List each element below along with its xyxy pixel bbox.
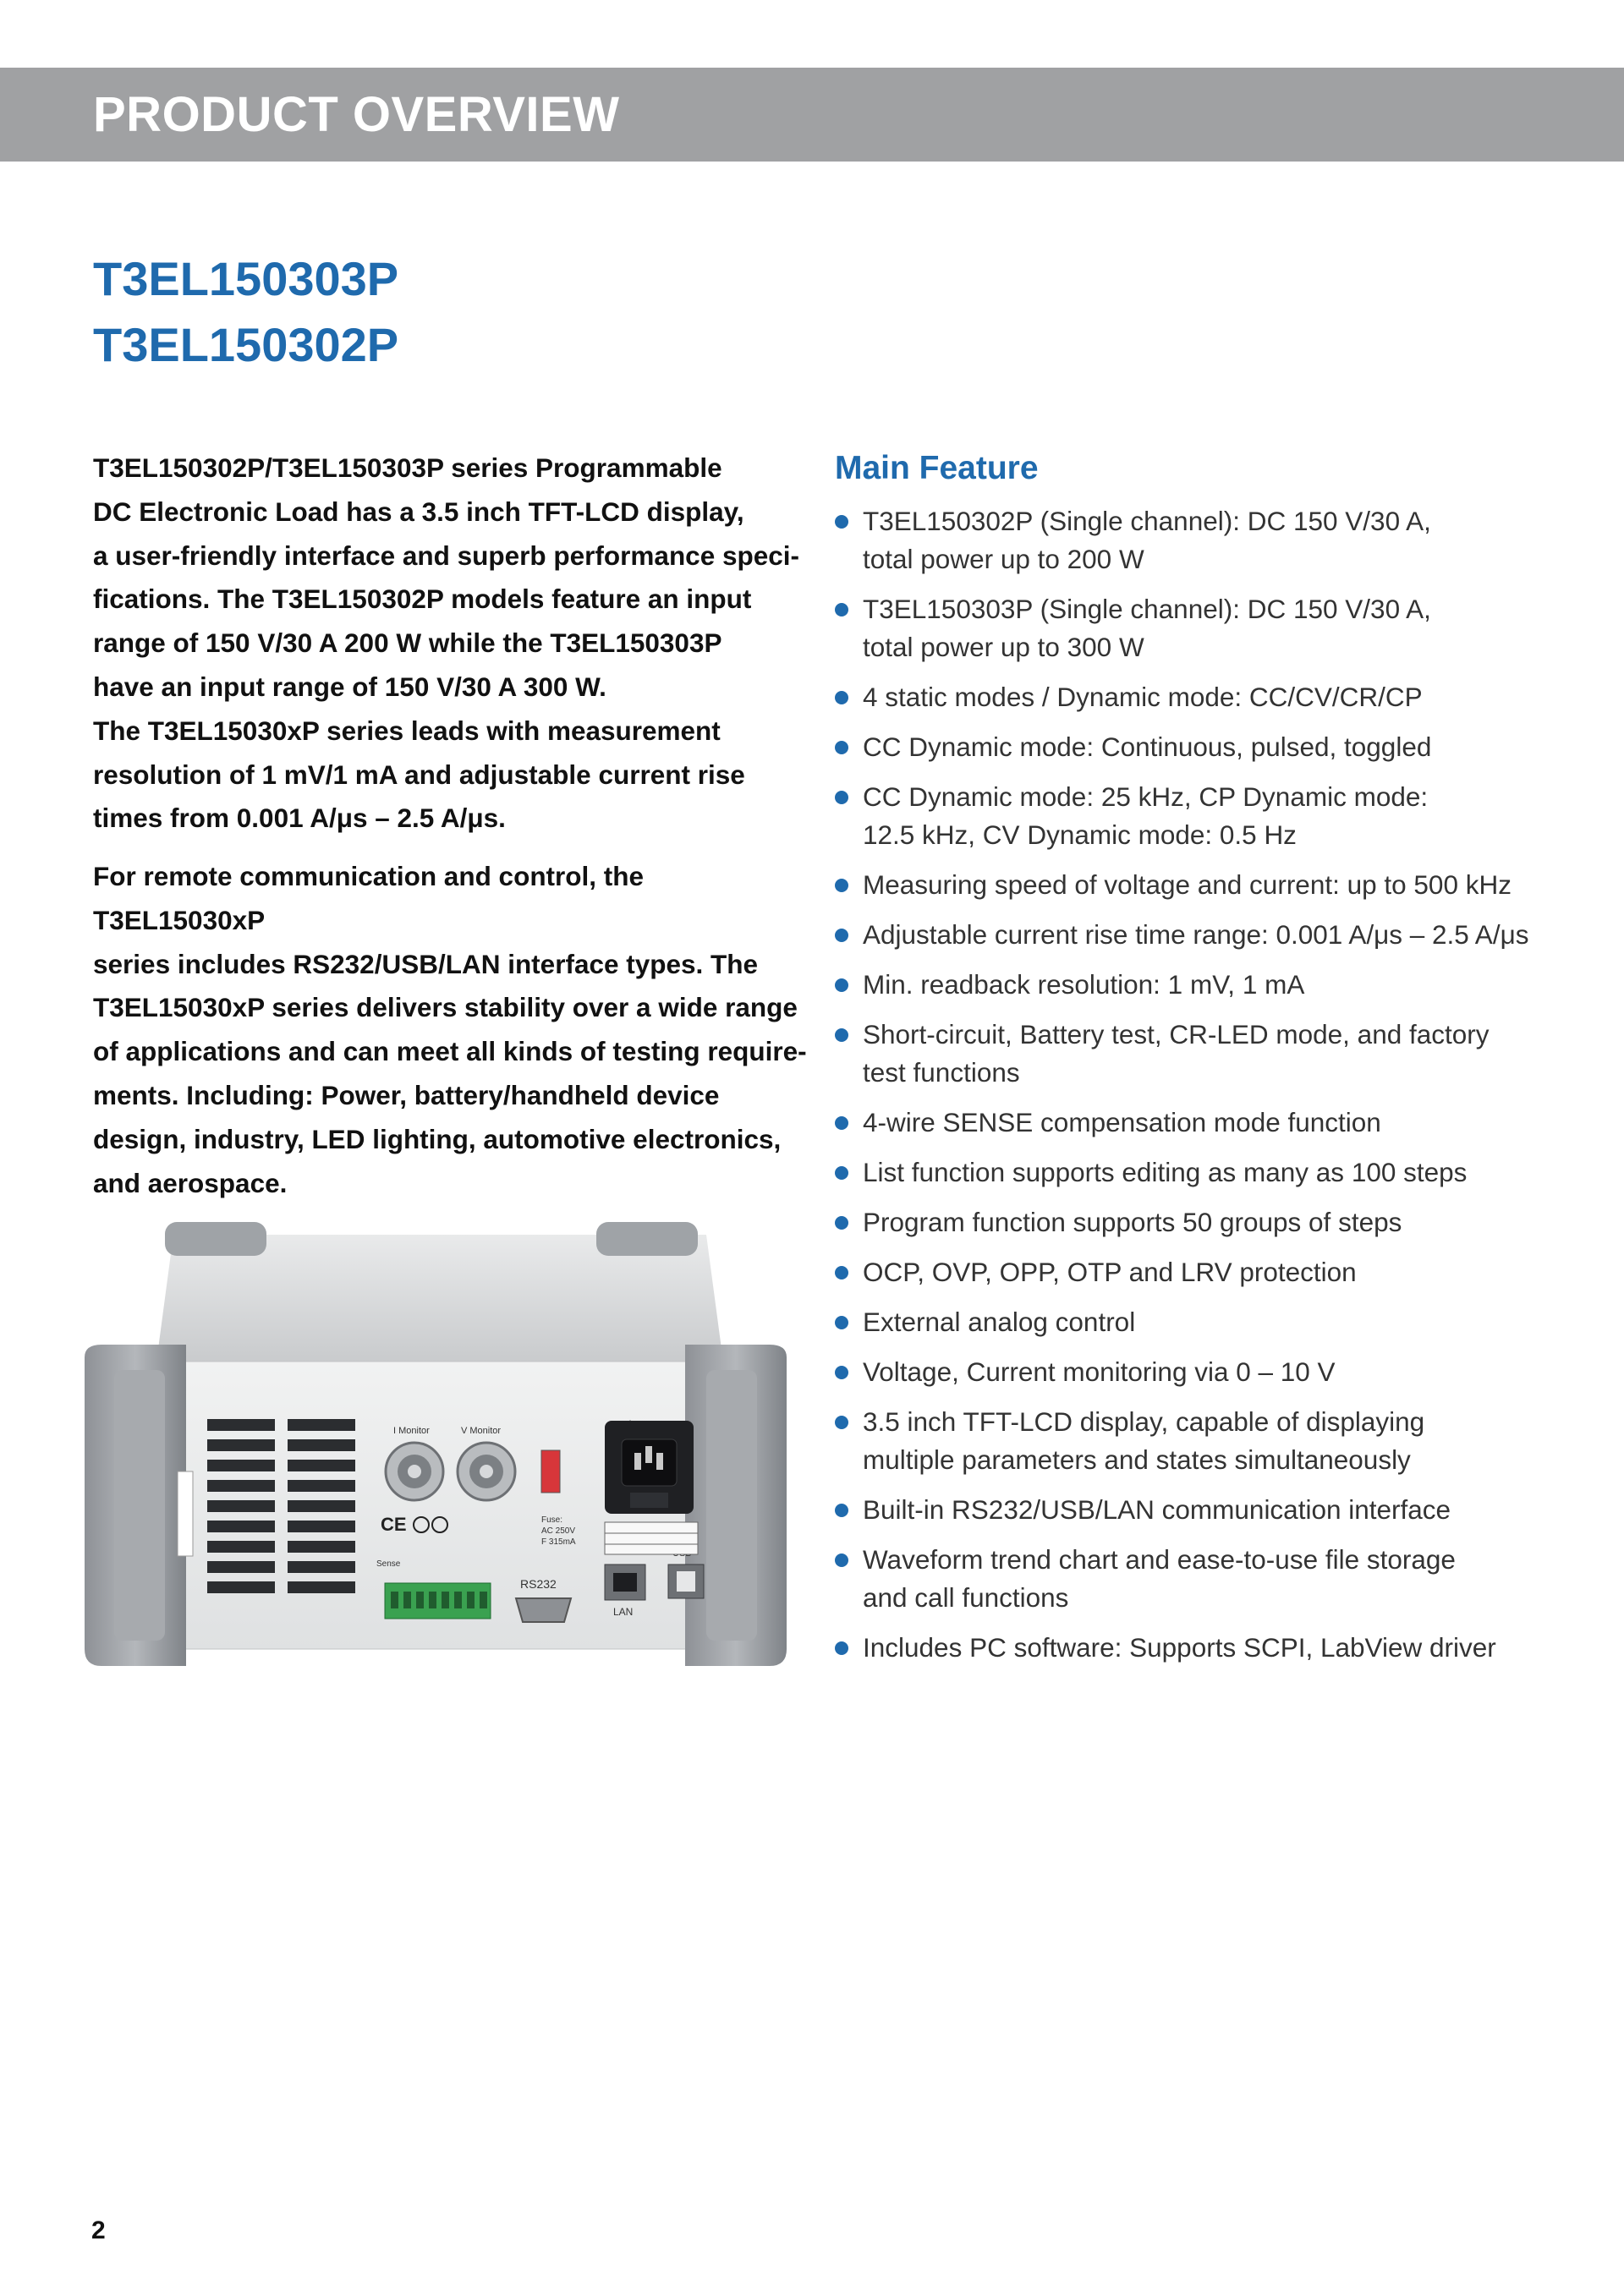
- intro-paragraph-1-line: T3EL150302P/T3EL150303P series Programmable: [93, 452, 722, 483]
- intro-paragraph-1-line: DC Electronic Load has a 3.5 inch TFT-LCD display,: [93, 496, 744, 527]
- page-header-title: PRODUCT OVERVIEW: [93, 87, 620, 142]
- feature-item-text: 3.5 inch TFT-LCD display, capable of displaying: [863, 1406, 1425, 1437]
- page-number: 2: [91, 2217, 106, 2244]
- feature-item: [835, 1253, 1579, 1291]
- feature-item-text: Waveform trend chart and ease-to-use file storage: [863, 1544, 1456, 1575]
- bullet-dot-icon: [835, 1316, 848, 1329]
- bullet-dot-icon: [835, 791, 848, 804]
- label-v-monitor: V Monitor: [461, 1426, 502, 1436]
- bullet-dot-icon: [835, 603, 848, 616]
- feature-item: [835, 1104, 1579, 1142]
- feature-item: [835, 1541, 1579, 1617]
- feature-item-text: 4-wire SENSE compensation mode function: [863, 1107, 1381, 1137]
- rs232-port: [516, 1598, 571, 1622]
- bullet-dot-icon: [835, 1416, 848, 1429]
- feature-item: [835, 502, 1579, 578]
- feature-item-text: CC Dynamic mode: Continuous, pulsed, toggled: [863, 732, 1432, 762]
- intro-paragraph-2-line: and aerospace.: [93, 1167, 288, 1198]
- feature-item-text: 12.5 kHz, CV Dynamic mode: 0.5 Hz: [863, 819, 1297, 850]
- feature-item-text: and call functions: [863, 1582, 1069, 1613]
- feature-item-text: CC Dynamic mode: 25 kHz, CP Dynamic mode:: [863, 781, 1429, 812]
- feature-item-text: total power up to 200 W: [863, 544, 1144, 574]
- feature-item: [835, 866, 1579, 904]
- intro-paragraph-1-line: fications. The T3EL150302P models feature an input: [93, 584, 752, 615]
- main-feature-heading: Main Feature: [835, 450, 1039, 486]
- label-lan: LAN: [613, 1606, 634, 1618]
- label-fuse-rating-1: AC 250V: [541, 1526, 576, 1536]
- feature-item: [835, 916, 1579, 954]
- bullet-dot-icon: [835, 691, 848, 704]
- feature-item-text: Includes PC software: Supports SCPI, LabView driver: [863, 1632, 1496, 1663]
- bullet-dot-icon: [835, 978, 848, 992]
- bullet-dot-icon: [835, 1116, 848, 1130]
- bullet-dot-icon: [835, 741, 848, 754]
- feature-item-text: Measuring speed of voltage and current: up to 500 kHz: [863, 869, 1512, 900]
- bullet-dot-icon: [835, 929, 848, 942]
- feature-item-text: Program function supports 50 groups of steps: [863, 1207, 1402, 1237]
- svg-text:CE: CE: [381, 1514, 407, 1535]
- feature-item-text: External analog control: [863, 1307, 1136, 1337]
- feature-item: [835, 1491, 1579, 1529]
- main-feature-list: [835, 502, 1579, 1679]
- bullet-dot-icon: [835, 1504, 848, 1517]
- model-title-2: T3EL150302P: [93, 318, 399, 371]
- intro-paragraph-1: [93, 447, 812, 841]
- label-fuse-rating-2: F 315mA: [541, 1537, 576, 1547]
- feature-item-text: Built-in RS232/USB/LAN communication interface: [863, 1494, 1451, 1525]
- label-fuse: Fuse:: [541, 1515, 563, 1525]
- bullet-dot-icon: [835, 515, 848, 529]
- power-switch: [541, 1450, 560, 1493]
- intro-paragraph-2-line: T3EL15030xP series delivers stability over a wide range: [93, 992, 798, 1023]
- feature-item: [835, 728, 1579, 766]
- bullet-dot-icon: [835, 1166, 848, 1180]
- feature-item-text: OCP, OVP, OPP, OTP and LRV protection: [863, 1257, 1357, 1287]
- bumper-back-right: [596, 1222, 698, 1256]
- bullet-dot-icon: [835, 879, 848, 892]
- feature-item-text: multiple parameters and states simultaneously: [863, 1444, 1411, 1475]
- intro-paragraph-1-line: range of 150 V/30 A 200 W while the T3EL150303P: [93, 627, 722, 659]
- intro-paragraph-1-line: have an input range of 150 V/30 A 300 W.: [93, 671, 606, 702]
- bullet-dot-icon: [835, 1553, 848, 1567]
- intro-paragraph-2-line: For remote communication and control, the T3EL15030xP: [93, 861, 645, 935]
- bullet-dot-icon: [835, 1641, 848, 1655]
- terminal-block: [385, 1583, 491, 1619]
- bullet-dot-icon: [835, 1266, 848, 1280]
- intro-paragraph-2-line: ments. Including: Power, battery/handheld device: [93, 1079, 720, 1110]
- feature-item: [835, 590, 1579, 666]
- intro-paragraph-1-line: a user-friendly interface and superb performance speci-: [93, 540, 800, 571]
- feature-item: [835, 1016, 1579, 1092]
- feature-item: [835, 1303, 1579, 1341]
- intro-paragraph-2-line: of applications and can meet all kinds of testing require-: [93, 1036, 807, 1067]
- feature-item: [835, 778, 1579, 854]
- feature-item: [835, 1203, 1579, 1241]
- product-rear-panel-image: [80, 1218, 791, 1679]
- feature-item-text: Adjustable current rise time range: 0.001 A/μs – 2.5 A/μs: [863, 919, 1529, 950]
- feature-item: [835, 1403, 1579, 1479]
- feature-item-text: 4 static modes / Dynamic mode: CC/CV/CR/CP: [863, 682, 1423, 712]
- feature-item-text: Voltage, Current monitoring via 0 – 10 V: [863, 1356, 1336, 1387]
- feature-item: [835, 1153, 1579, 1192]
- feature-item-text: test functions: [863, 1057, 1020, 1088]
- model-title-1: T3EL150303P: [93, 252, 399, 305]
- bullet-dot-icon: [835, 1216, 848, 1230]
- bullet-dot-icon: [835, 1366, 848, 1379]
- intro-paragraph-2-line: design, industry, LED lighting, automotive electronics,: [93, 1123, 782, 1154]
- feature-item-text: Min. readback resolution: 1 mV, 1 mA: [863, 969, 1305, 1000]
- intro-paragraph-2: [93, 855, 812, 1205]
- intro-paragraph-1-line: resolution of 1 mV/1 mA and adjustable current rise: [93, 759, 745, 790]
- feature-item: [835, 966, 1579, 1004]
- feature-item-text: List function supports editing as many as 100 steps: [863, 1157, 1468, 1187]
- intro-paragraph-1-line: times from 0.001 A/μs – 2.5 A/μs.: [93, 803, 506, 834]
- intro-paragraph-1-line: The T3EL15030xP series leads with measurement: [93, 715, 721, 746]
- label-rs232: RS232: [520, 1577, 557, 1591]
- label-i-monitor: I Monitor: [393, 1426, 430, 1436]
- bullet-dot-icon: [835, 1028, 848, 1042]
- feature-item: [835, 1629, 1579, 1667]
- feature-item-text: Short-circuit, Battery test, CR-LED mode, and factory: [863, 1019, 1490, 1049]
- feature-item: [835, 1353, 1579, 1391]
- feature-item-text: T3EL150302P (Single channel): DC 150 V/30 A,: [863, 506, 1431, 536]
- feature-item-text: total power up to 300 W: [863, 632, 1144, 662]
- bumper-back-left: [165, 1222, 266, 1256]
- label-sense: Sense: [376, 1559, 401, 1569]
- intro-paragraph-2-line: series includes RS232/USB/LAN interface types. The: [93, 948, 759, 979]
- feature-item-text: T3EL150303P (Single channel): DC 150 V/30 A,: [863, 594, 1431, 624]
- feature-item: [835, 678, 1579, 716]
